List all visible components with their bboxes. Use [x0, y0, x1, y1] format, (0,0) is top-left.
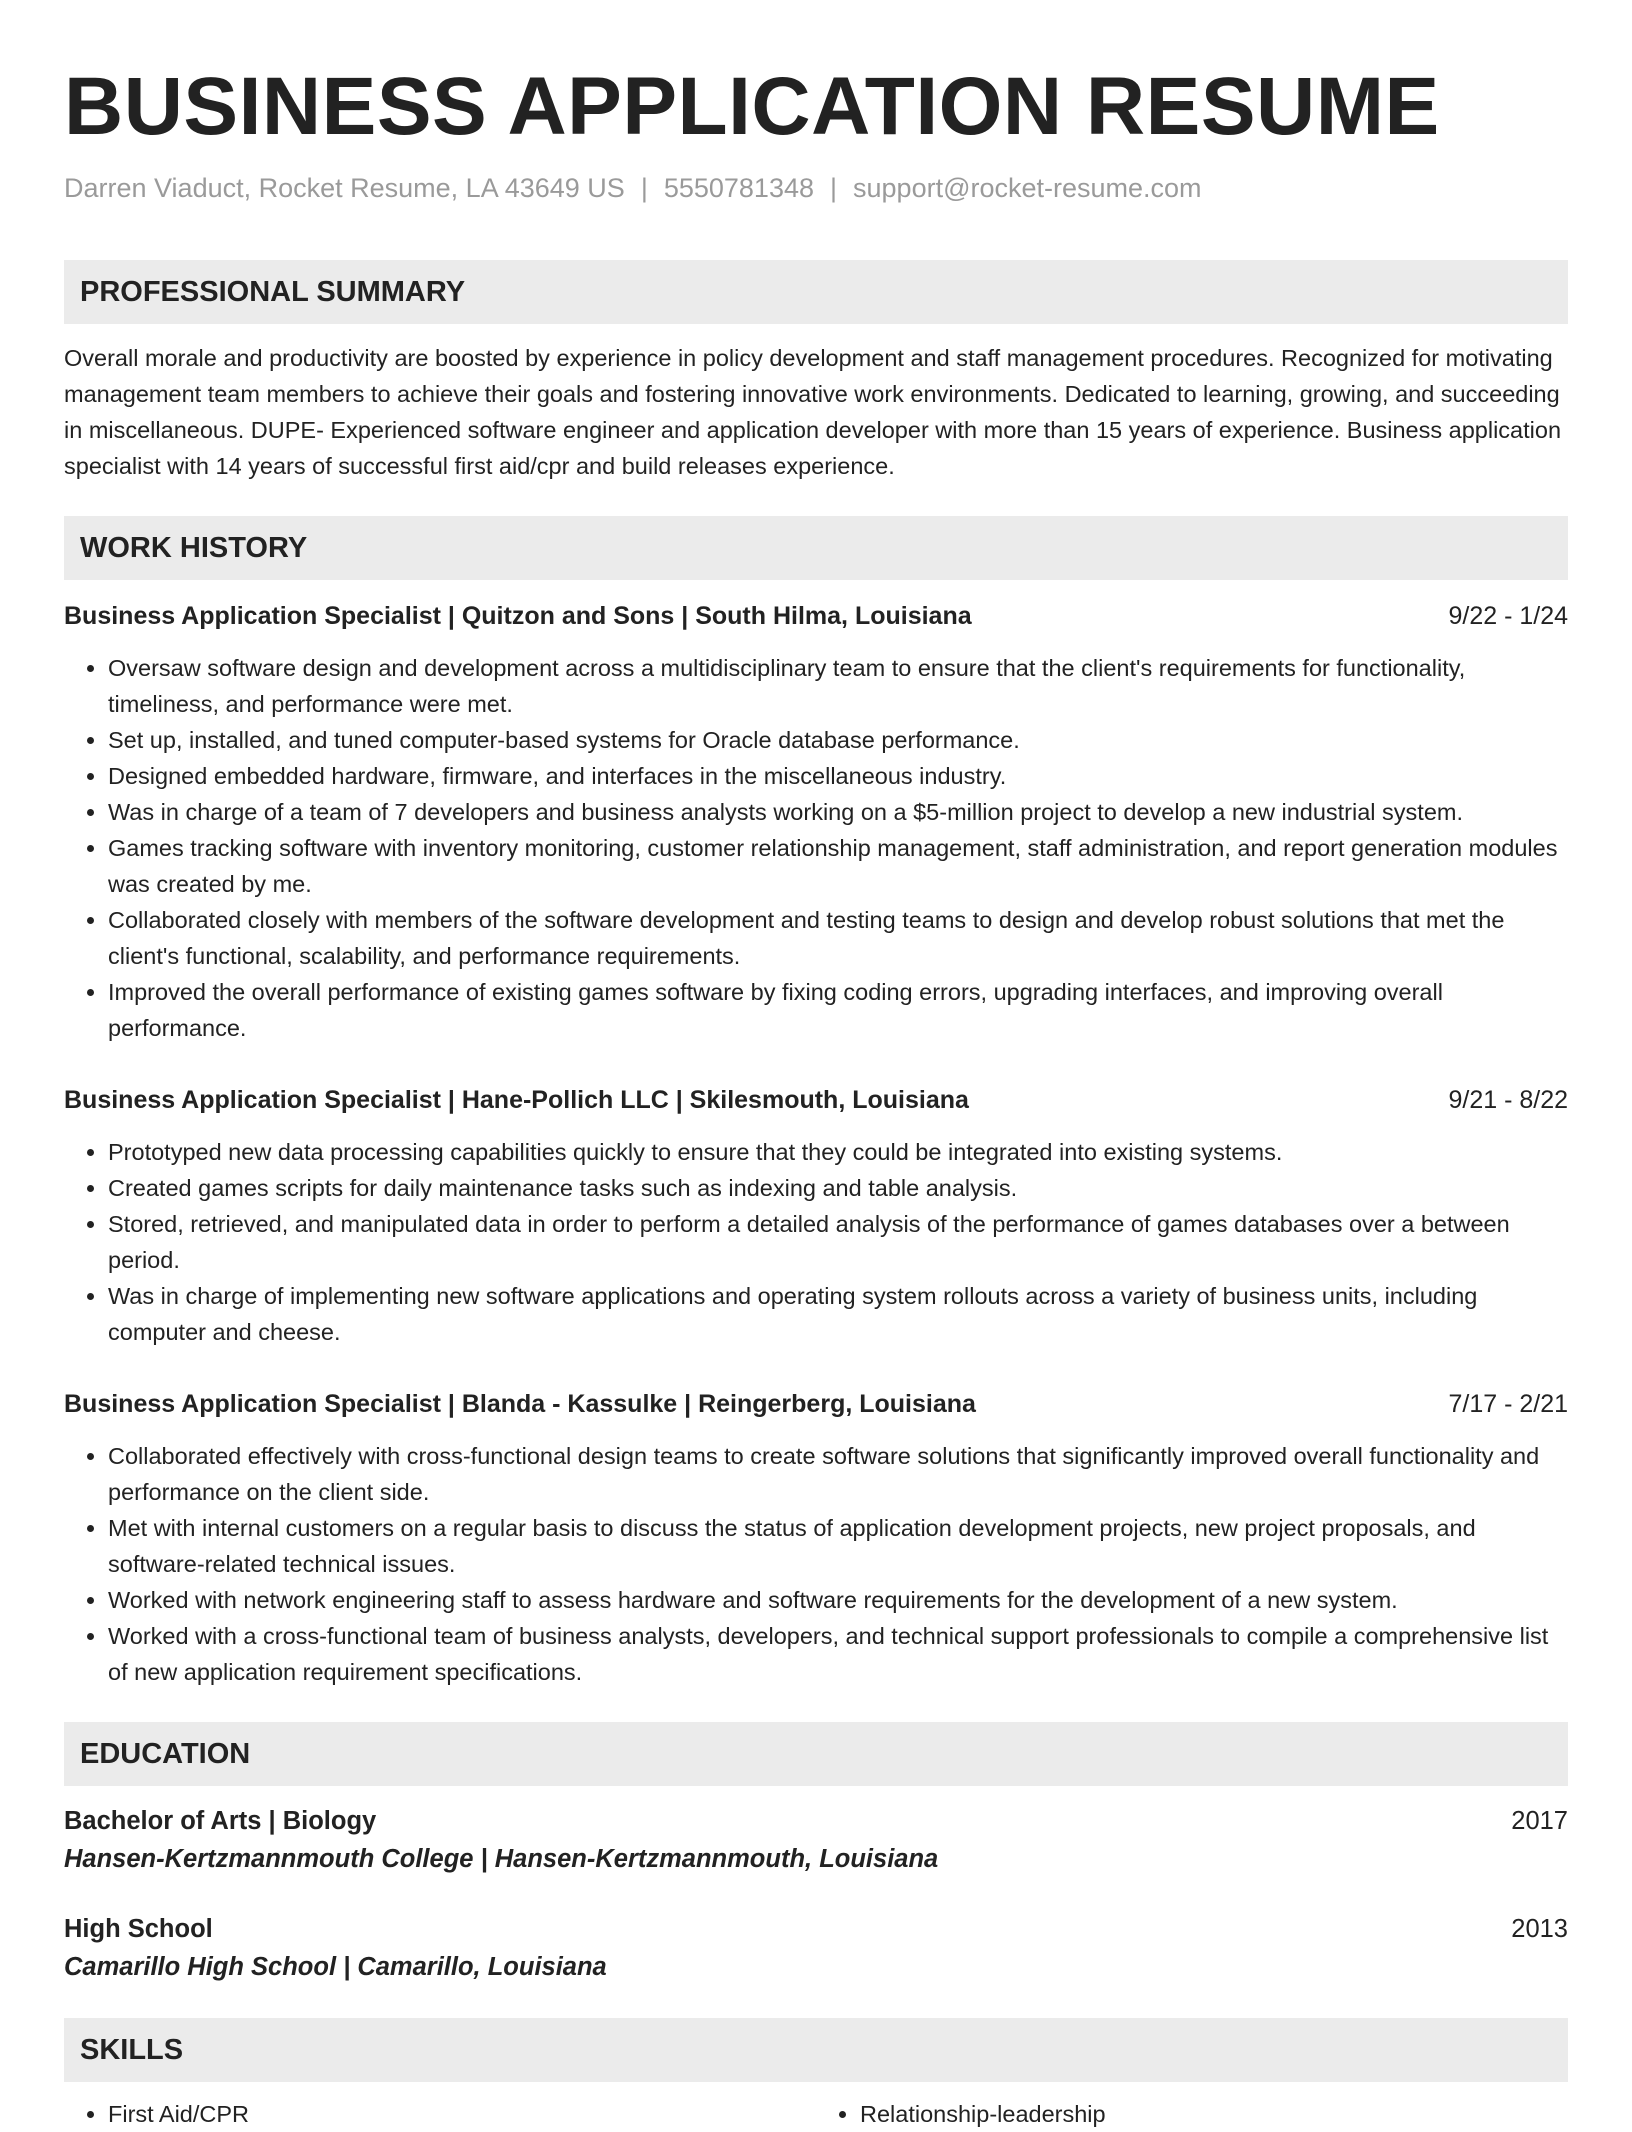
contact-address: Darren Viaduct, Rocket Resume, LA 43649 US — [64, 173, 625, 203]
contact-phone: 5550781348 — [663, 173, 814, 203]
bullet-item: • Collaborated effectively with cross-functional design teams to create software solutions that significantly improved overall functionality and performance on the client side. — [108, 1438, 1568, 1510]
job-title: Business Application Specialist | Hane-Pollich LLC | Skilesmouth, Louisiana — [64, 1086, 969, 1114]
education-header — [64, 1910, 1568, 1948]
bullet-item: • Stored, retrieved, and manipulated data in order to perform a detailed analysis of the performance of games databases over a between period. — [108, 1206, 1568, 1278]
bullet-item: • Set up, installed, and tuned computer-based systems for Oracle database performance. — [108, 722, 1568, 758]
education-degree: High School — [64, 1915, 213, 1943]
bullet-item: • Improved the overall performance of existing games software by fixing coding errors, upgrading interfaces, and improving overall performance. — [108, 974, 1568, 1046]
bullet-item: • Oversaw software design and development across a multidisciplinary team to ensure that the client's requirements for functionality, timeliness, and performance were met. — [108, 650, 1568, 722]
education-entry — [64, 1910, 1568, 1986]
summary-text: Overall morale and productivity are boosted by experience in policy development and staff management procedures. Recognized for motivating management team members to achieve their goals and fostering innovative work environments. Dedicated to learning, growing, and succeeding in miscellaneous. DUPE- Experienced software engineer and application developer with more than 15 years of experience. Business application specialist with 14 years of successful first aid/cpr and build releases experience. — [64, 345, 1562, 479]
section-header-education: EDUCATION — [64, 1722, 1568, 1786]
bullet-item: • Games tracking software with inventory monitoring, customer relationship management, staff administration, and report generation modules was created by me. — [108, 830, 1568, 902]
job-entry — [64, 1386, 1568, 1690]
section-header-skills: SKILLS — [64, 2018, 1568, 2082]
bullet-item: • Created games scripts for daily maintenance tasks such as indexing and table analysis. — [108, 1170, 1568, 1206]
bullet-item: • Worked with a cross-functional team of business analysts, developers, and technical support professionals to compile a comprehensive list of new application requirement specifications. — [108, 1618, 1568, 1690]
skills-list — [64, 2096, 1568, 2132]
job-bullets — [64, 1438, 1568, 1690]
resume-title: BUSINESS APPLICATION RESUME — [64, 61, 1440, 152]
contact-line — [64, 168, 1568, 208]
bullet-item: • Was in charge of implementing new software applications and operating system rollouts across a variety of business units, including computer and cheese. — [108, 1278, 1568, 1350]
education-year: 2013 — [1511, 1915, 1568, 1943]
contact-separator: | — [640, 173, 648, 203]
skill-item: • First Aid/CPR — [108, 2096, 816, 2132]
contact-email: support@rocket-resume.com — [853, 173, 1202, 203]
bullet-item: • Prototyped new data processing capabilities quickly to ensure that they could be integrated into existing systems. — [108, 1134, 1568, 1170]
job-header — [64, 1082, 1568, 1118]
job-entry — [64, 598, 1568, 1046]
education-entry — [64, 1802, 1568, 1878]
bullet-item: • Worked with network engineering staff to assess hardware and software requirements for the development of a new system. — [108, 1582, 1568, 1618]
job-header — [64, 598, 1568, 634]
job-header — [64, 1386, 1568, 1422]
bullet-item: • Designed embedded hardware, firmware, and interfaces in the miscellaneous industry. — [108, 758, 1568, 794]
job-bullets — [64, 1134, 1568, 1350]
job-dates: 9/21 - 8/22 — [1448, 1086, 1568, 1114]
bullet-item: • Met with internal customers on a regular basis to discuss the status of application development projects, new project proposals, and software-related technical issues. — [108, 1510, 1568, 1582]
job-title: Business Application Specialist | Quitzon and Sons | South Hilma, Louisiana — [64, 602, 972, 630]
job-entry — [64, 1082, 1568, 1350]
skills-column-left — [64, 2096, 816, 2132]
education-header — [64, 1802, 1568, 1840]
contact-separator: | — [830, 173, 838, 203]
job-bullets — [64, 650, 1568, 1046]
skills-column-right — [816, 2096, 1568, 2132]
education-school: Camarillo High School | Camarillo, Louisiana — [64, 1953, 607, 1981]
education-school: Hansen-Kertzmannmouth College | Hansen-Kertzmannmouth, Louisiana — [64, 1845, 939, 1873]
job-dates: 9/22 - 1/24 — [1448, 602, 1568, 630]
job-dates: 7/17 - 2/21 — [1448, 1390, 1568, 1418]
bullet-item: • Collaborated closely with members of the software development and testing teams to design and develop robust solutions that met the client's functional, scalability, and performance requirements. — [108, 902, 1568, 974]
section-header-work-history: WORK HISTORY — [64, 516, 1568, 580]
education-year: 2017 — [1511, 1807, 1568, 1835]
bullet-item: • Was in charge of a team of 7 developers and business analysts working on a $5-million project to develop a new industrial system. — [108, 794, 1568, 830]
section-header-summary: PROFESSIONAL SUMMARY — [64, 260, 1568, 324]
education-degree: Bachelor of Arts | Biology — [64, 1807, 377, 1835]
skill-item: • Relationship-leadership — [860, 2096, 1568, 2132]
job-title: Business Application Specialist | Blanda - Kassulke | Reingerberg, Louisiana — [64, 1390, 976, 1418]
